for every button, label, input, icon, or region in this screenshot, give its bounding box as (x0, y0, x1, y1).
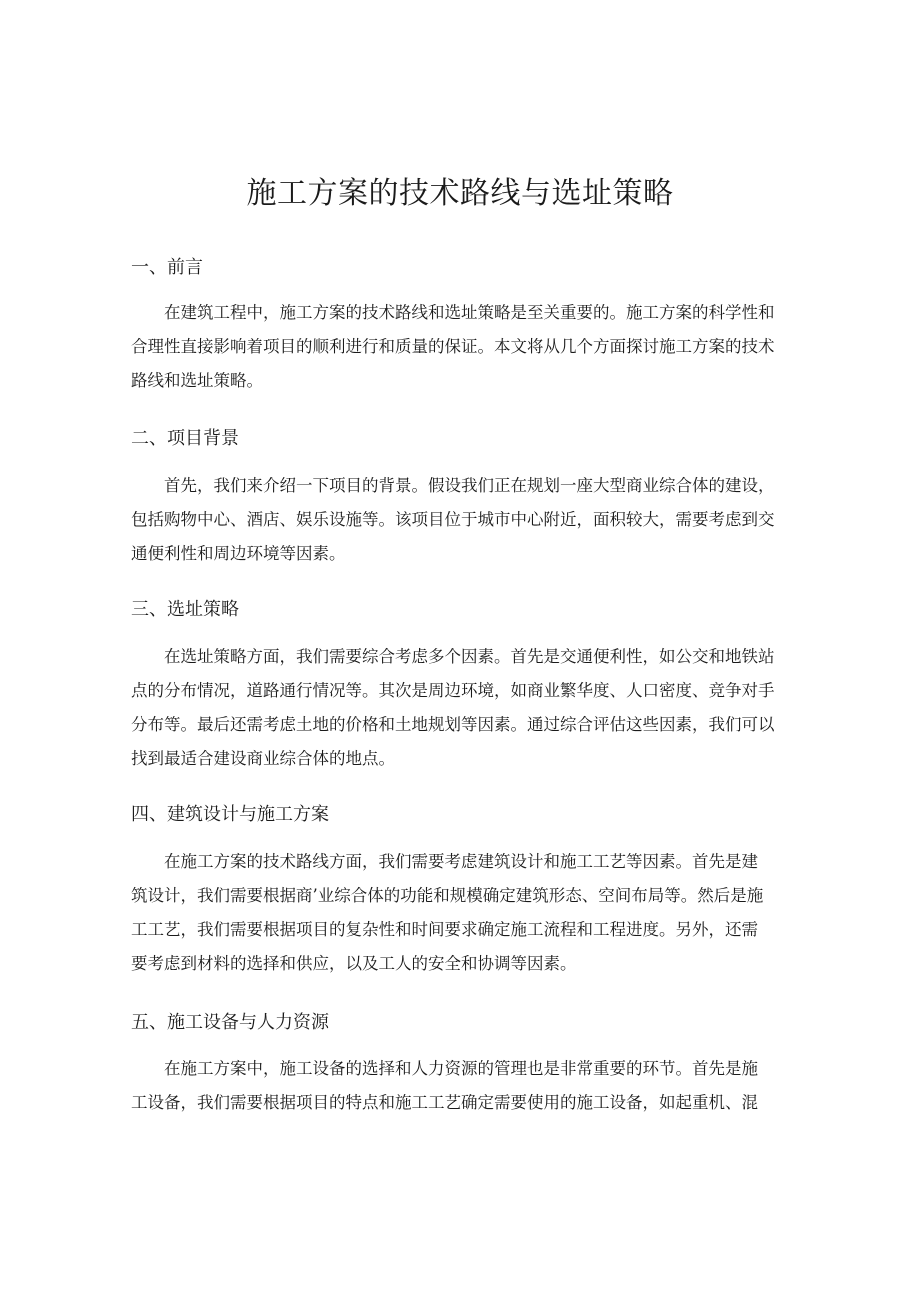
paragraph-line: 找到最适合建设商业综合体的地点。 (131, 749, 395, 768)
section-paragraph-equipment-human-resources (131, 1052, 793, 1120)
paragraph-line: 筑设计，我们需要根据商’业综合体的功能和规模确定建筑形态、空间布局等。然后是施 (131, 886, 764, 905)
paragraph-line: 合理性直接影响着项目的顺利进行和质量的保证。本文将从几个方面探讨施工方案的技术 (131, 337, 775, 356)
section-paragraph-site-selection (131, 640, 793, 776)
paragraph-line: 在施工方案的技术路线方面，我们需要考虑建筑设计和施工工艺等因素。首先是建 (164, 852, 758, 871)
section-heading-preface: 一、前言 (131, 257, 203, 278)
section-paragraph-architecture-design (131, 845, 793, 981)
paragraph-line: 路线和选址策略。 (131, 371, 263, 390)
paragraph-line: 在选址策略方面，我们需要综合考虑多个因素。首先是交通便利性，如公交和地铁站 (164, 647, 775, 666)
paragraph-line: 通便利性和周边环境等因素。 (131, 544, 346, 563)
section-paragraph-project-background (131, 469, 793, 571)
section-heading-equipment-human-resources: 五、施工设备与人力资源 (131, 1012, 329, 1033)
paragraph-line: 在施工方案中，施工设备的选择和人力资源的管理也是非常重要的环节。首先是施 (164, 1059, 758, 1078)
paragraph-line: 工工艺，我们需要根据项目的复杂性和时间要求确定施工流程和工程进度。另外，还需 (131, 920, 758, 939)
paragraph-line: 包括购物中心、酒店、娱乐设施等。该项目位于城市中心附近，面积较大，需要考虑到交 (131, 510, 775, 529)
paragraph-line: 工设备，我们需要根据项目的特点和施工工艺确定需要使用的施工设备，如起重机、混 (131, 1093, 758, 1112)
paragraph-line: 分布等。最后还需考虑土地的价格和土地规划等因素。通过综合评估这些因素，我们可以 (131, 715, 775, 734)
paragraph-line: 在建筑工程中，施工方案的技术路线和选址策略是至关重要的。施工方案的科学性和 (164, 303, 775, 322)
section-heading-site-selection: 三、选址策略 (131, 599, 239, 620)
document-title: 施工方案的技术路线与选址策略 (246, 176, 674, 211)
paragraph-line: 点的分布情况，道路通行情况等。其次是周边环境，如商业繁华度、人口密度、竞争对手 (131, 681, 775, 700)
section-heading-project-background: 二、项目背景 (131, 428, 239, 449)
section-paragraph-preface (131, 296, 793, 398)
paragraph-line: 要考虑到材料的选择和供应，以及工人的安全和协调等因素。 (131, 954, 577, 973)
section-heading-architecture-design: 四、建筑设计与施工方案 (131, 804, 329, 825)
paragraph-line: 首先，我们来介绍一下项目的背景。假设我们正在规划一座大型商业综合体的建设， (164, 476, 775, 495)
